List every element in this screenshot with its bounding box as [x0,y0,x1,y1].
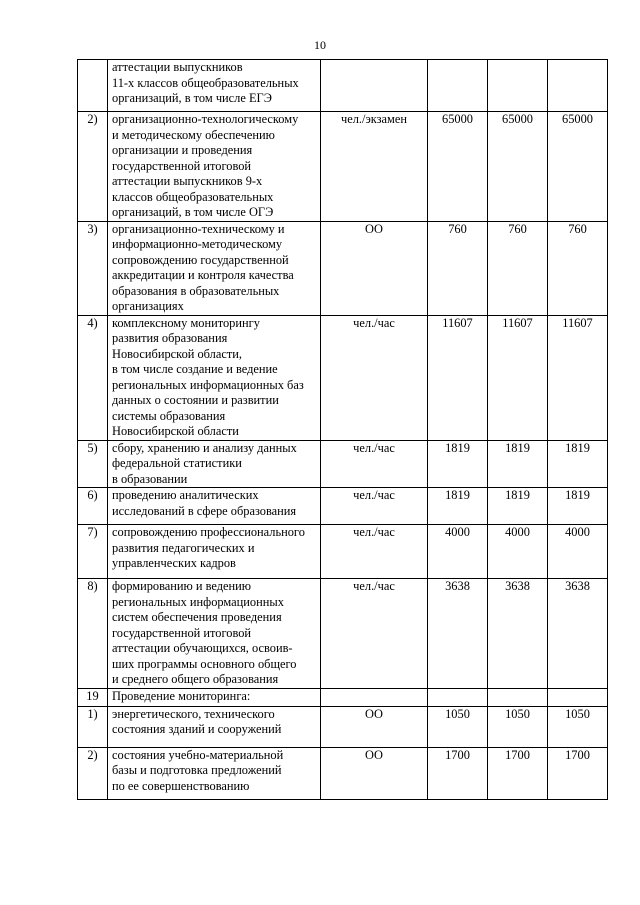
row-value-1: 11607 [428,315,488,440]
row-unit: ОО [321,706,428,747]
row-value-1: 4000 [428,525,488,579]
row-unit [321,60,428,112]
row-unit [321,688,428,706]
row-value-1: 3638 [428,579,488,689]
table-row [78,525,608,579]
row-description: комплексному мониторингу развития образования Новосибирской области, в том числе создание и ведение региональных информационных баз данных о состоянии и развитии системы образования Новосибирской области [108,315,321,440]
row-description: организационно-технологическому и методическому обеспечению организации и проведения государственной итоговой аттестации выпускников 9-х классов общеобразовательных организаций, в том числе ОГЭ [108,112,321,222]
row-number: 2) [78,747,108,799]
row-value-3: 1819 [548,440,608,488]
row-unit: чел./час [321,525,428,579]
table-row [78,315,608,440]
row-description: энергетического, технического состояния зданий и сооружений [108,706,321,747]
row-description: формированию и ведению региональных информационных систем обеспечения проведения государственной итоговой аттестации обучающихся, освоив- ших программы основного общего и среднего общего образования [108,579,321,689]
row-description: проведению аналитических исследований в сфере образования [108,488,321,525]
row-value-2: 1700 [488,747,548,799]
row-value-1 [428,60,488,112]
table-row [78,488,608,525]
row-value-2: 4000 [488,525,548,579]
row-value-1: 1819 [428,488,488,525]
row-value-2: 1819 [488,440,548,488]
table-body [78,60,608,800]
row-value-2: 1050 [488,706,548,747]
row-value-3: 1700 [548,747,608,799]
row-unit: чел./час [321,440,428,488]
table-row [78,579,608,689]
row-value-2 [488,60,548,112]
row-number: 2) [78,112,108,222]
row-value-1 [428,688,488,706]
row-number: 19 [78,688,108,706]
row-value-3: 11607 [548,315,608,440]
row-value-3: 65000 [548,112,608,222]
row-value-1: 1700 [428,747,488,799]
row-value-3 [548,688,608,706]
row-number: 6) [78,488,108,525]
table-row [78,747,608,799]
row-unit: ОО [321,221,428,315]
table-row [78,688,608,706]
row-number: 7) [78,525,108,579]
row-unit: чел./экзамен [321,112,428,222]
row-unit: чел./час [321,488,428,525]
row-value-2: 760 [488,221,548,315]
row-number [78,60,108,112]
row-value-3: 1050 [548,706,608,747]
table-row [78,60,608,112]
row-number: 8) [78,579,108,689]
row-value-1: 1819 [428,440,488,488]
row-value-3: 3638 [548,579,608,689]
row-value-1: 65000 [428,112,488,222]
row-value-1: 1050 [428,706,488,747]
table-row [78,221,608,315]
row-description: сбору, хранению и анализу данных федеральной статистики в образовании [108,440,321,488]
row-value-2 [488,688,548,706]
row-value-3: 4000 [548,525,608,579]
row-description: аттестации выпускников 11-х классов общеобразовательных организаций, в том числе ЕГЭ [108,60,321,112]
row-description: Проведение мониторинга: [108,688,321,706]
row-unit: ОО [321,747,428,799]
row-number: 5) [78,440,108,488]
row-value-2: 65000 [488,112,548,222]
row-number: 4) [78,315,108,440]
table-row [78,440,608,488]
page-number: 10 [314,38,326,52]
row-value-1: 760 [428,221,488,315]
row-unit: чел./час [321,315,428,440]
row-value-3: 760 [548,221,608,315]
row-number: 3) [78,221,108,315]
row-value-2: 11607 [488,315,548,440]
services-table [77,59,608,800]
row-value-2: 3638 [488,579,548,689]
row-value-2: 1819 [488,488,548,525]
row-description: состояния учебно-материальной базы и подготовка предложений по ее совершенствованию [108,747,321,799]
row-value-3 [548,60,608,112]
row-number: 1) [78,706,108,747]
row-value-3: 1819 [548,488,608,525]
table-row [78,112,608,222]
row-description: сопровождению профессионального развития педагогических и управленческих кадров [108,525,321,579]
row-description: организационно-техническому и информационно-методическому сопровождению государственной аккредитации и контроля качества образования в образовательных организациях [108,221,321,315]
row-unit: чел./час [321,579,428,689]
table-row [78,706,608,747]
